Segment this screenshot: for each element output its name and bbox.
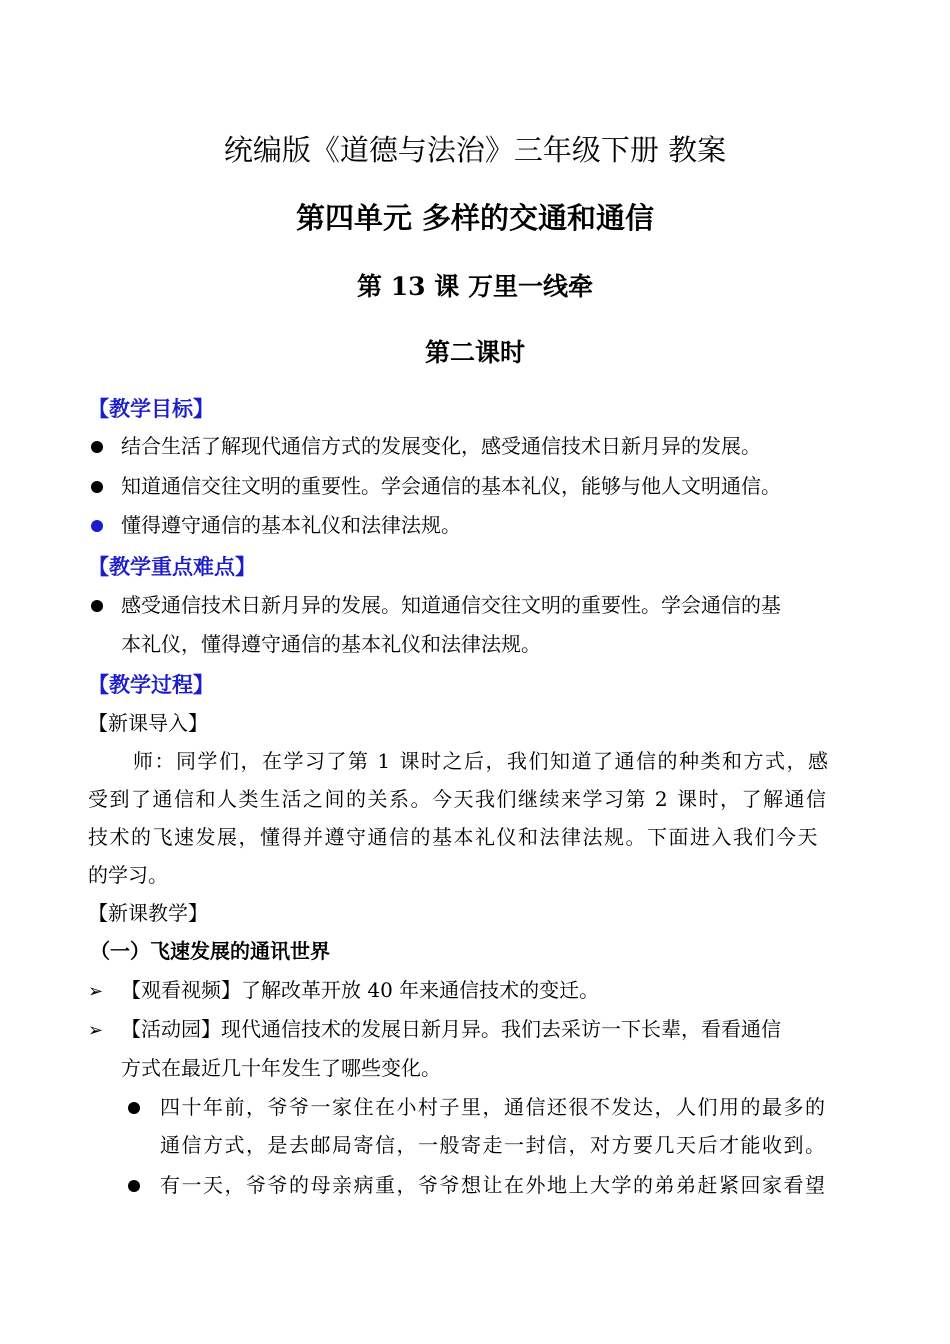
story-item-2-line-1: 有一天，爷爷的母亲病重，爷爷想让在外地上大学的弟弟赶紧回家看望	[160, 1173, 827, 1197]
bullet-dot-icon	[91, 481, 103, 493]
story-item-1-line-2: 通信方式，是去邮局寄信，一般寄走一封信，对方要几天后才能收到。	[160, 1133, 827, 1157]
part-one-heading: （一）飞速发展的通讯世界	[90, 939, 330, 963]
arrow-item-1: 【观看视频】了解改革开放 40 年来通信技术的变迁。	[121, 978, 600, 1002]
main-title: 统编版《道德与法治》三年级下册 教案	[223, 133, 727, 167]
objective-item-3: 懂得遵守通信的基本礼仪和法律法规。	[121, 513, 461, 537]
intro-label: 【新课导入】	[88, 711, 208, 735]
intro-paragraph-line-3: 技术的飞速发展，懂得并遵守通信的基本礼仪和法律法规。下面进入我们今天	[88, 825, 819, 849]
objective-item-2: 知道通信交往文明的重要性。学会通信的基本礼仪，能够与他人文明通信。	[121, 474, 781, 498]
arrow-bullet-icon: ➢	[88, 981, 104, 1002]
arrow-item-2-line-1: 【活动园】现代通信技术的发展日新月异。我们去采访一下长辈，看看通信	[121, 1017, 781, 1041]
bullet-dot-icon	[91, 600, 103, 612]
key-points-line-1: 感受通信技术日新月异的发展。知道通信交往文明的重要性。学会通信的基	[121, 593, 781, 617]
intro-paragraph-line-2: 受到了通信和人类生活之间的关系。今天我们继续来学习第 2 课时，了解通信	[88, 787, 828, 811]
bullet-dot-icon	[128, 1102, 140, 1114]
bullet-dot-icon	[128, 1180, 140, 1192]
arrow-bullet-icon: ➢	[88, 1020, 104, 1041]
arrow-item-2-line-2: 方式在最近几十年发生了哪些变化。	[121, 1056, 441, 1080]
unit-title: 第四单元 多样的交通和通信	[295, 201, 655, 235]
bullet-dot-icon	[91, 441, 103, 453]
objective-item-1: 结合生活了解现代通信方式的发展变化，感受通信技术日新月异的发展。	[121, 434, 761, 458]
objectives-heading: 【教学目标】	[88, 397, 214, 421]
intro-paragraph-line-1: 师：同学们，在学习了第 1 课时之后，我们知道了通信的种类和方式，感	[133, 749, 830, 773]
bullet-dot-icon	[91, 520, 103, 532]
key-points-heading: 【教学重点难点】	[88, 555, 256, 579]
story-item-1-line-1: 四十年前，爷爷一家住在小村子里，通信还很不发达，人们用的最多的	[160, 1095, 827, 1119]
teaching-label: 【新课教学】	[88, 901, 208, 925]
key-points-line-2: 本礼仪，懂得遵守通信的基本礼仪和法律法规。	[121, 632, 541, 656]
lesson-title: 第 13 课 万里一线牵	[357, 272, 593, 301]
intro-paragraph-line-4: 的学习。	[88, 863, 168, 887]
process-heading: 【教学过程】	[88, 673, 214, 697]
period-title: 第二课时	[424, 338, 525, 367]
